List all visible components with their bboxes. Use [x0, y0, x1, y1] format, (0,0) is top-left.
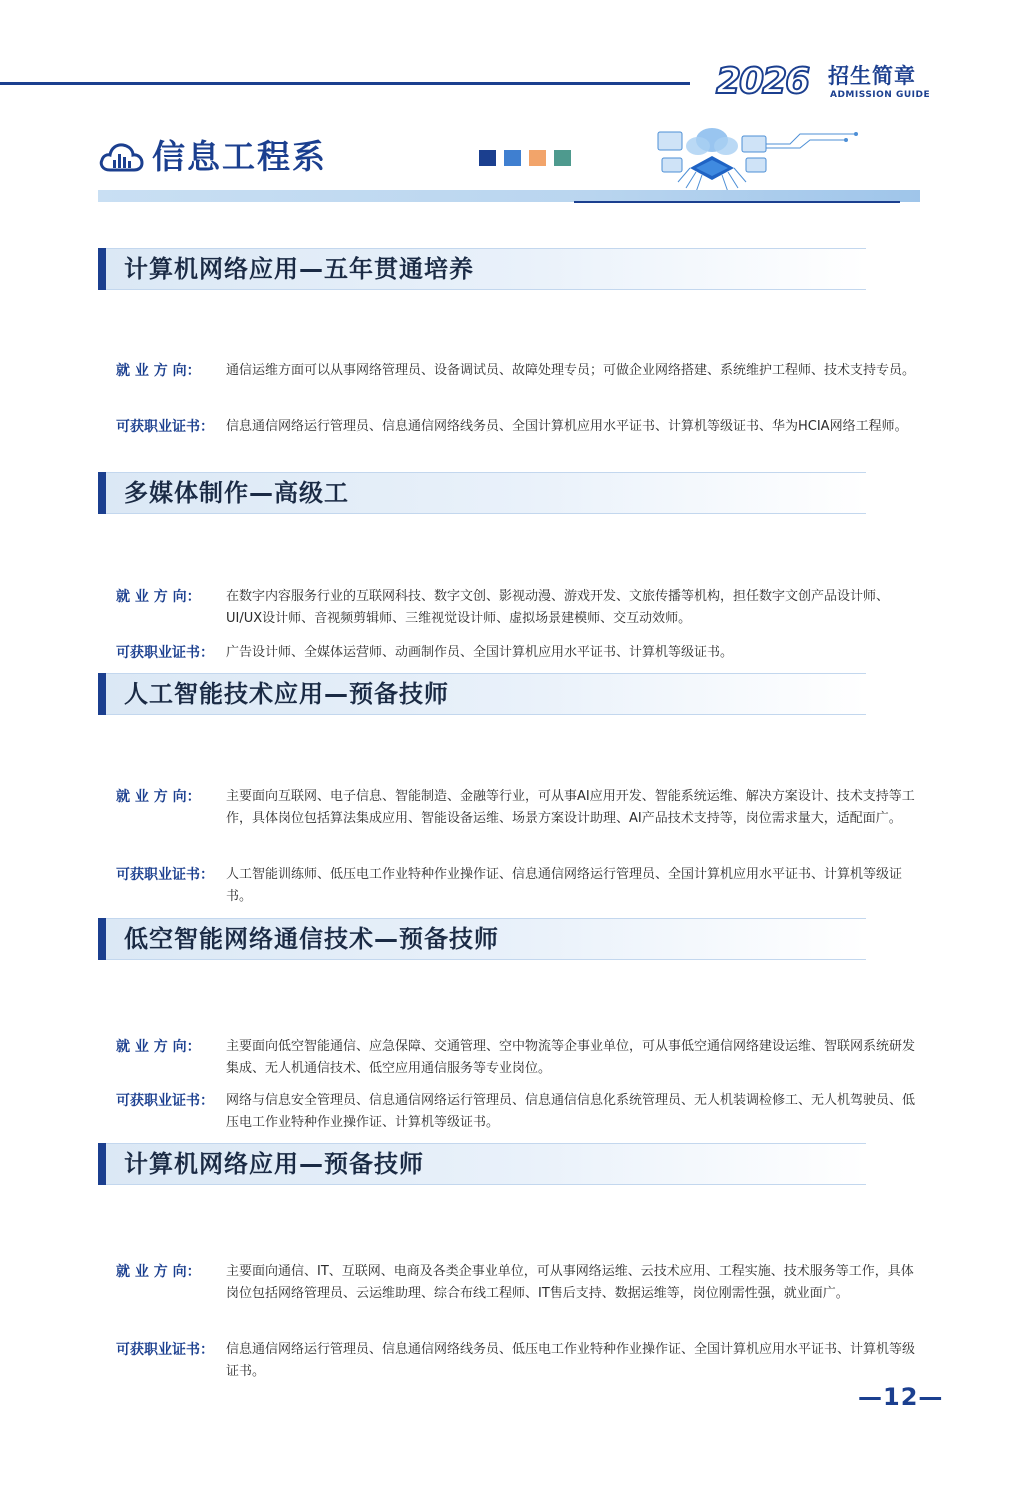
employment-row: [98, 786, 924, 852]
certificates-row: [98, 416, 924, 460]
program-section: [98, 472, 924, 661]
section-header: [98, 1143, 866, 1185]
decor-square: [479, 150, 496, 166]
section-accent-bar: [98, 1143, 106, 1185]
decor-square: [529, 150, 546, 166]
certificates-text: 人工智能训练师、低压电工作业特种作业操作证、信息通信网络运行管理员、全国计算机应用水平证书、计算机等级证书。: [226, 867, 903, 904]
employment-text: 主要面向低空智能通信、应急保障、交通管理、空中物流等企事业单位，可从事低空通信网络建设运维、智联网系统研发集成、无人机通信技术、低空应用通信服务等专业岗位。: [226, 1039, 916, 1076]
employment-text: 主要面向互联网、电子信息、智能制造、金融等行业，可从事AI应用开发、智能系统运维、解决方案设计、技术支持等工作，具体岗位包括算法集成应用、智能设备运维、场景方案设计助理、AI产品技术支持等，岗位需求量大，适配面广。: [226, 789, 915, 826]
employment-row: [98, 586, 924, 630]
section-title: 计算机网络应用—五年贯通培养: [124, 255, 474, 283]
employment-row: [98, 360, 924, 404]
header-band-line: [574, 201, 900, 203]
employment-label: 就 业 方 向：: [116, 589, 201, 605]
certificates-label: 可获职业证书：: [116, 645, 214, 661]
certificates-row: [98, 1339, 924, 1383]
section-header: [98, 673, 866, 715]
section-accent-bar: [98, 472, 106, 514]
certificates-row: [98, 864, 924, 908]
brand-subtitle: ADMISSION GUIDE: [830, 90, 931, 100]
department-title: 信息工程系: [152, 137, 327, 176]
section-title: 多媒体制作—高级工: [124, 479, 349, 507]
certificates-label: 可获职业证书：: [116, 419, 214, 435]
employment-label: 就 业 方 向：: [116, 1264, 201, 1280]
certificates-text: 广告设计师、全媒体运营师、动画制作员、全国计算机应用水平证书、计算机等级证书。: [226, 645, 734, 660]
employment-row: [98, 1036, 924, 1080]
certificates-text: 信息通信网络运行管理员、信息通信网络线务员、全国计算机应用水平证书、计算机等级证书、华为HCIA网络工程师。: [226, 419, 908, 434]
decor-square: [504, 150, 521, 166]
employment-label: 就 业 方 向：: [116, 363, 201, 379]
employment-text: 主要面向通信、IT、互联网、电商及各类企事业单位，可从事网络运维、云技术应用、工程实施、技术服务等工作，具体岗位包括网络管理员、云运维助理、综合布线工程师、IT售后支持、数据运维等，岗位刚需性强，就业面广。: [226, 1264, 914, 1301]
decor-square: [554, 150, 571, 166]
employment-label: 就 业 方 向：: [116, 1039, 201, 1055]
brand-year: 2026: [716, 61, 809, 102]
brand-title: 招生简章: [828, 64, 916, 88]
employment-text: 在数字内容服务行业的互联网科技、数字文创、影视动漫、游戏开发、文旅传播等机构，担任数字文创产品设计师、UI/UX设计师、音视频剪辑师、三维视觉设计师、虚拟场景建模师、交互动效师。: [226, 589, 890, 626]
certificates-label: 可获职业证书：: [116, 1342, 214, 1358]
program-section: [98, 673, 924, 904]
program-section: [98, 248, 924, 435]
section-header: [98, 918, 866, 960]
section-title: 人工智能技术应用—预备技师: [124, 680, 449, 708]
program-section: [98, 1143, 924, 1379]
header-rule: [0, 82, 690, 85]
certificates-text: 网络与信息安全管理员、信息通信网络运行管理员、信息通信信息化系统管理员、无人机装调检修工、无人机驾驶员、低压电工作业特种作业操作证、计算机等级证书。: [226, 1093, 916, 1130]
certificates-label: 可获职业证书：: [116, 1093, 214, 1109]
section-title: 低空智能网络通信技术—预备技师: [124, 925, 499, 953]
decor-squares: [479, 150, 571, 166]
employment-row: [98, 1261, 924, 1327]
section-header: [98, 472, 866, 514]
program-section: [98, 918, 924, 1130]
certificates-text: 信息通信网络运行管理员、信息通信网络线务员、低压电工作业特种作业操作证、全国计算机应用水平证书、计算机等级证书。: [226, 1342, 916, 1379]
section-accent-bar: [98, 248, 106, 290]
cloud-chart-icon: [98, 140, 144, 174]
section-accent-bar: [98, 673, 106, 715]
certificates-row: [98, 1090, 924, 1134]
brand-logo: [716, 62, 936, 106]
certificates-label: 可获职业证书：: [116, 867, 214, 883]
employment-text: 通信运维方面可以从事网络管理员、设备调试员、故障处理专员；可做企业网络搭建、系统维护工程师、技术支持专员。: [226, 363, 916, 378]
page-number: —12—: [858, 1383, 944, 1411]
certificates-row: [98, 642, 924, 664]
employment-label: 就 业 方 向：: [116, 789, 201, 805]
section-accent-bar: [98, 918, 106, 960]
section-header: [98, 248, 866, 290]
tech-illustration: [650, 118, 860, 194]
section-title: 计算机网络应用—预备技师: [124, 1150, 424, 1178]
